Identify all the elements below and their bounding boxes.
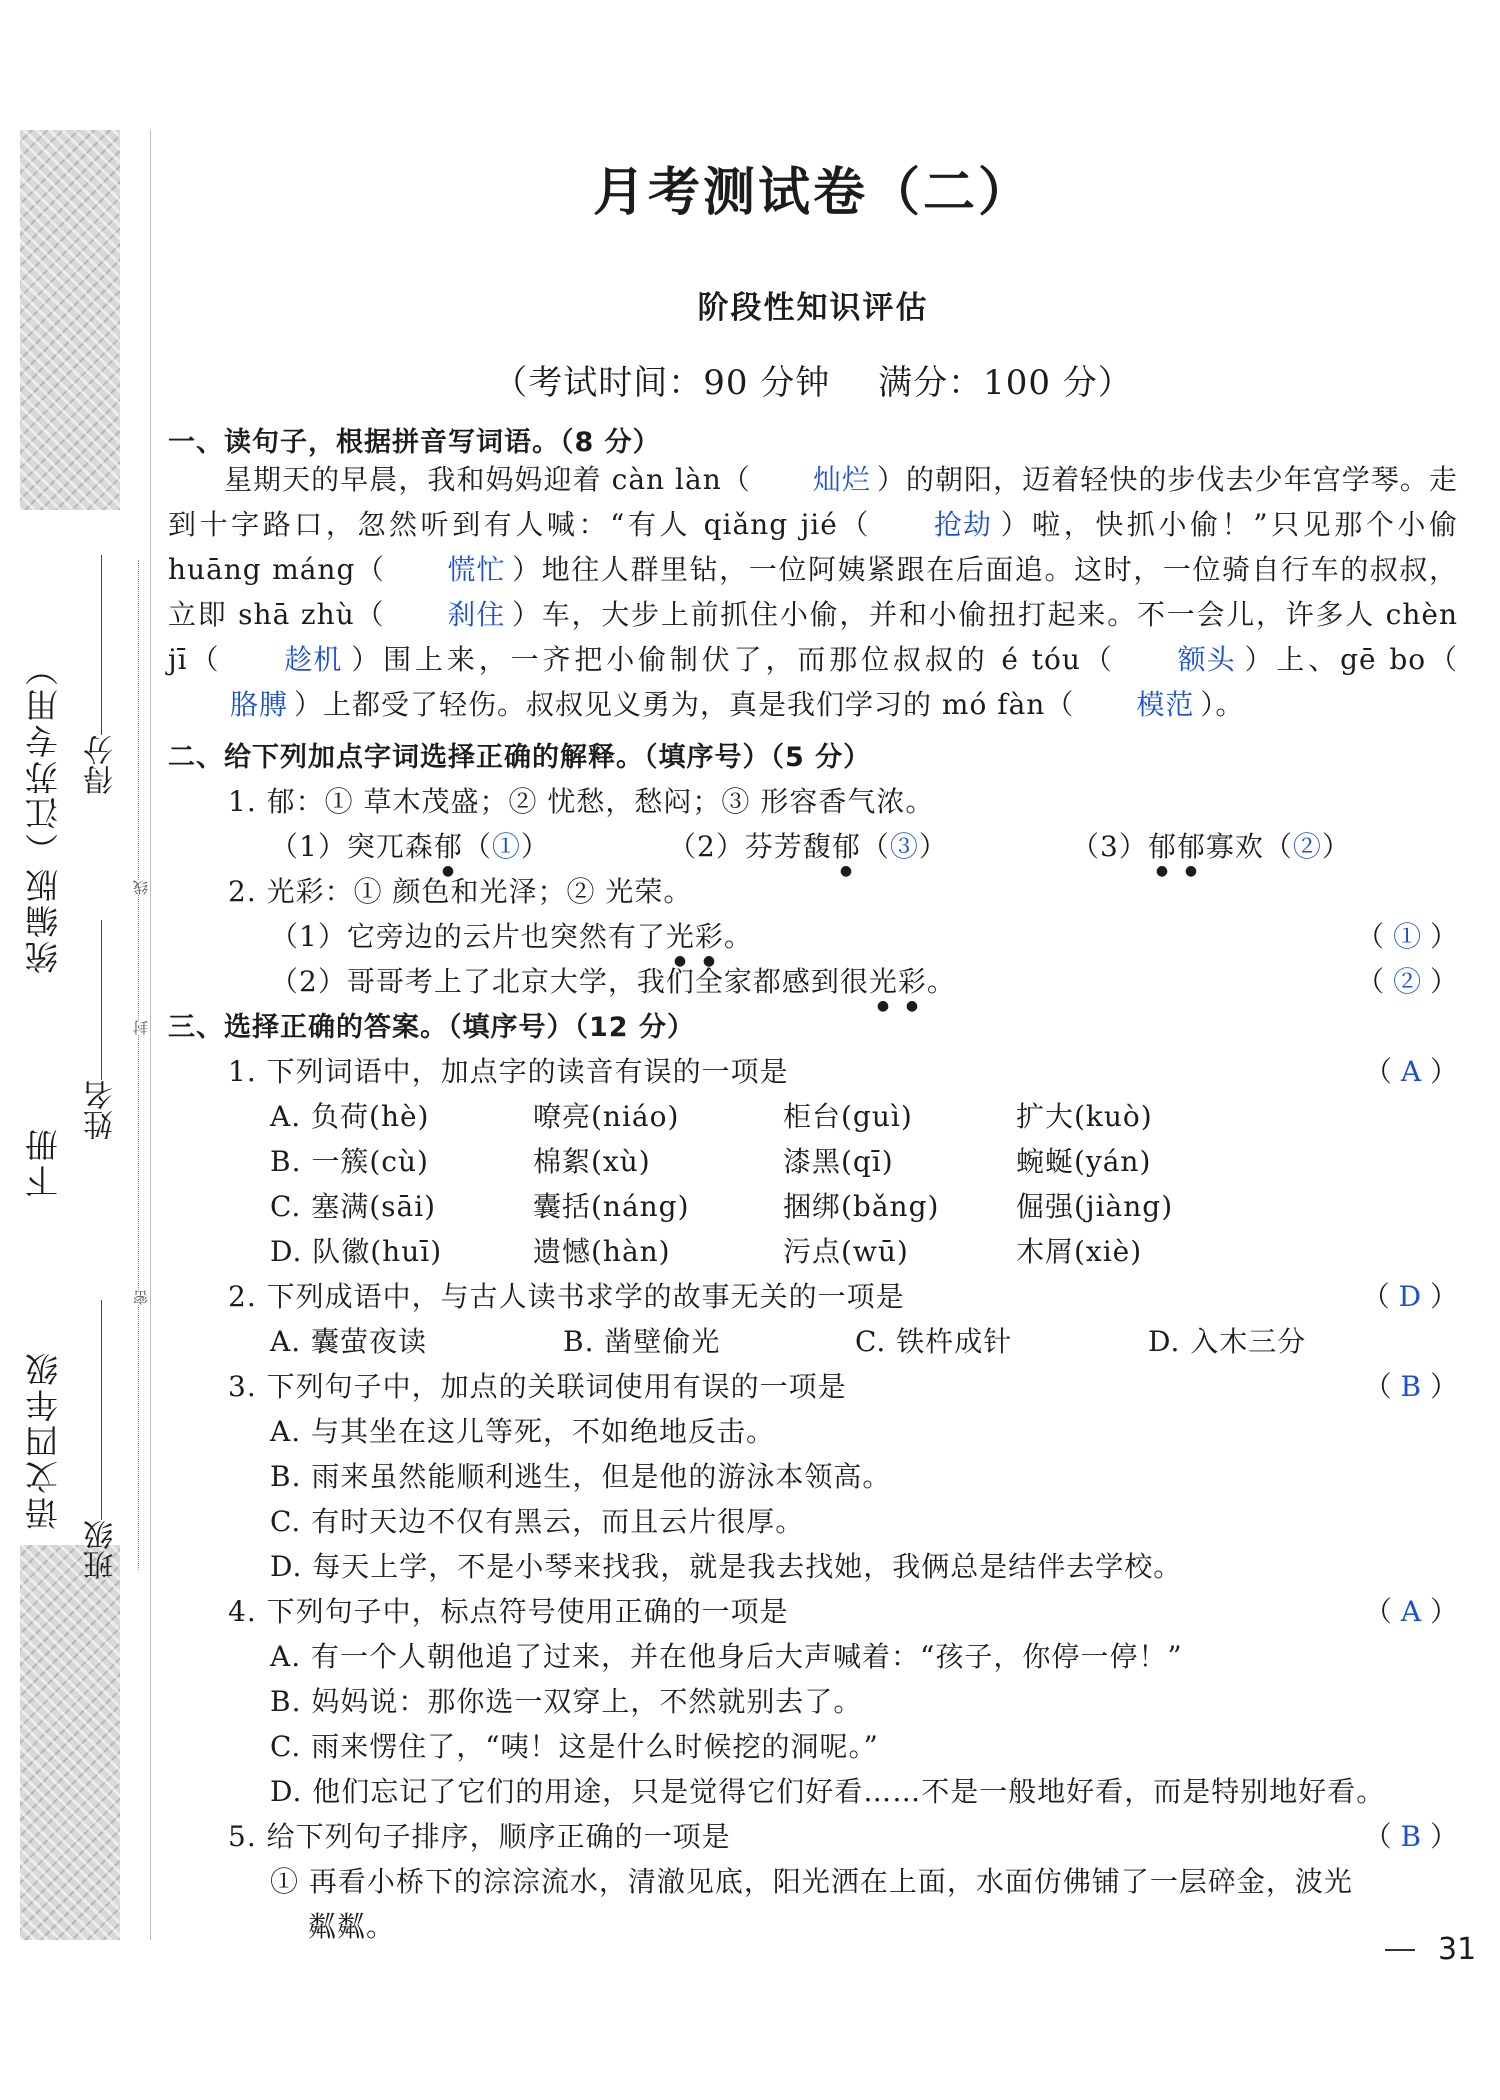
s2-q2-stem: 2. 光彩：① 颜色和光泽；② 光荣。	[228, 875, 693, 908]
seal-mark-mi: 密	[132, 1290, 150, 1305]
option-word: C. 塞满(sāi)	[270, 1190, 437, 1223]
option: D. 入木三分	[1148, 1325, 1307, 1358]
s2-q1-item-1: （1）突兀森郁（①）	[270, 830, 550, 863]
option: C. 有时天边不仅有黑云，而且云片很厚。	[270, 1505, 805, 1538]
answer-blank[interactable]: 刹住	[447, 598, 506, 631]
section2-heading: 二、给下列加点字词选择正确的解释。（填序号）（5 分）	[168, 742, 872, 773]
seal-dotted-line	[138, 560, 139, 1570]
seal-mark-feng: 封	[132, 1020, 150, 1035]
option-word: 木屑(xiè)	[1016, 1235, 1143, 1268]
s2-q2-item-1-answer[interactable]: （ ① ）	[1356, 920, 1458, 953]
s2-q1-item-2: （2）芬芳馥郁（③）	[668, 830, 948, 863]
s3-q4-stem: 4. 下列句子中，标点符号使用正确的一项是	[228, 1595, 789, 1628]
seal-mark-xian: 线	[132, 880, 150, 895]
page-number: 31	[1438, 1932, 1477, 1967]
option-word: 棉絮(xù)	[533, 1145, 651, 1178]
class-blank[interactable]	[102, 1300, 103, 1520]
s3-q1-stem: 1. 下列词语中，加点字的读音有误的一项是	[228, 1055, 789, 1088]
passage-text: ）的朝阳，迈着轻快的步伐去少年宫学琴。走到十字路口，忽然听到有人喊：“有人 qiǎng jié（	[168, 463, 1458, 541]
page-subtitle: 阶段性知识评估	[697, 290, 929, 326]
book-title-subject: 语文四年级	[24, 1350, 63, 1530]
answer-blank[interactable]: 抢劫	[934, 508, 993, 541]
s2-q2-item-2: （2）哥哥考上了北京大学，我们全家都感到很光彩。	[270, 965, 956, 998]
option-word: 柜台(guì)	[783, 1100, 913, 1133]
answer-blank[interactable]: 灿烂	[812, 463, 871, 496]
sentence-item-continued: 粼粼。	[308, 1910, 396, 1943]
section3-heading: 三、选择正确的答案。（填序号）（12 分）	[168, 1012, 695, 1043]
s3-q5-answer[interactable]: （ B ）	[1363, 1820, 1458, 1853]
passage-text: ）啦，快抓小偷！”只见那个小偷 huāng máng（	[168, 508, 1458, 586]
option: C. 雨来愣住了，“咦！这是什么时候挖的洞呢。”	[270, 1730, 879, 1763]
option-word: 污点(wū)	[783, 1235, 909, 1268]
s3-q1-answer[interactable]: （ A ）	[1363, 1055, 1458, 1088]
footer-dash	[1385, 1949, 1415, 1951]
passage-text: ）上、gē bo（	[1241, 643, 1458, 676]
answer-blank[interactable]: 趁机	[284, 643, 343, 676]
answer-blank[interactable]: ③	[889, 830, 919, 863]
option-word: 扩大(kuò)	[1016, 1100, 1153, 1133]
option: A. 与其坐在这儿等死，不如绝地反击。	[270, 1415, 776, 1448]
section1-passage	[168, 457, 1458, 727]
exam-score: 满分：100 分）	[878, 363, 1133, 403]
option: D. 他们忘记了它们的用途，只是觉得它们好看……不是一般地好看，而是特别地好看。	[270, 1775, 1386, 1808]
book-title-edition: 统编版（江苏专用）	[24, 650, 63, 974]
passage-text: ）围上来，一齐把小偷制伏了，而那位叔叔的 é tóu（	[348, 643, 1116, 676]
passage-text: ）。	[1200, 688, 1245, 721]
s3-q2-stem: 2. 下列成语中，与古人读书求学的故事无关的一项是	[228, 1280, 905, 1313]
class-label: 班级	[84, 1520, 119, 1580]
answer-blank[interactable]: ②	[1292, 830, 1322, 863]
score-blank[interactable]	[102, 555, 103, 735]
option-word: 嘹亮(niáo)	[533, 1100, 680, 1133]
option-word: 捆绑(bǎng)	[783, 1190, 940, 1223]
option-word: D. 队徽(huī)	[270, 1235, 443, 1268]
s3-q3-answer[interactable]: （ B ）	[1363, 1370, 1458, 1403]
answer-blank[interactable]: 慌忙	[447, 553, 506, 586]
option: A. 有一个人朝他追了过来，并在他身后大声喊着：“孩子，你停一停！”	[270, 1640, 1183, 1673]
passage-text: ）车，大步上前抓住小偷，并和小偷扭打起来。不一会儿，许多人 chèn jī（	[168, 598, 1458, 676]
book-title	[20, 650, 67, 1530]
score-field	[80, 555, 124, 795]
option-word: A. 负荷(hè)	[270, 1100, 430, 1133]
book-title-volume: 下册	[24, 1126, 63, 1198]
binding-margin	[0, 0, 150, 2100]
passage-text: 星期天的早晨，我和妈妈迎着 càn làn（	[224, 463, 751, 496]
option: B. 雨来虽然能顺利逃生，但是他的游泳本领高。	[270, 1460, 892, 1493]
exam-info	[168, 355, 1458, 404]
s2-q2-item-1: （1）它旁边的云片也突然有了光彩。	[270, 920, 753, 953]
option: D. 每天上学，不是小琴来找我，就是我去找她，我俩总是结伴去学校。	[270, 1550, 1183, 1583]
decorative-pattern-bottom	[20, 1545, 120, 1940]
s3-q3-stem: 3. 下列句子中，加点的关联词使用有误的一项是	[228, 1370, 847, 1403]
page-title: 月考测试卷（二）	[592, 162, 1033, 223]
option-word: B. 一簇(cù)	[270, 1145, 429, 1178]
margin-divider	[150, 130, 151, 1940]
option-word: 蜿蜒(yán)	[1016, 1145, 1152, 1178]
s3-q4-answer[interactable]: （ A ）	[1363, 1595, 1458, 1628]
exam-time: （考试时间：90 分钟	[493, 363, 831, 403]
passage-text: ）地往人群里钻，一位阿姨紧跟在后面追。这时，一位骑自行车的叔叔，立即 shā zhù（	[168, 553, 1458, 631]
s3-q2-answer[interactable]: （ D ）	[1361, 1280, 1458, 1313]
score-label: 得分	[84, 735, 119, 795]
class-field	[80, 1300, 124, 1580]
option: B. 凿壁偷光	[563, 1325, 721, 1358]
section1-heading: 一、读句子，根据拼音写词语。（8 分）	[168, 427, 661, 458]
sentence-item: ① 再看小桥下的淙淙流水，清澈见底，阳光洒在上面，水面仿佛铺了一层碎金，波光	[270, 1865, 1353, 1898]
s2-q2-item-2-answer[interactable]: （ ② ）	[1356, 965, 1458, 998]
name-label: 姓名	[84, 1080, 119, 1140]
option: C. 铁杵成针	[855, 1325, 1013, 1358]
decorative-pattern-top	[20, 130, 120, 510]
option-word: 囊括(náng)	[533, 1190, 690, 1223]
s3-q5-stem: 5. 给下列句子排序，顺序正确的一项是	[228, 1820, 731, 1853]
option-word: 遗憾(hàn)	[533, 1235, 671, 1268]
option-word: 倔强(jiàng)	[1016, 1190, 1174, 1223]
answer-blank[interactable]: 模范	[1136, 688, 1195, 721]
s2-q1-item-3: （3）郁郁寡欢（②）	[1071, 830, 1351, 863]
answer-blank[interactable]: 胳膊	[230, 688, 289, 721]
option: B. 妈妈说：那你选一双穿上，不然就别去了。	[270, 1685, 863, 1718]
option-word: 漆黑(qī)	[783, 1145, 894, 1178]
passage-text: ）上都受了轻伤。叔叔见义勇为，真是我们学习的 mó fàn（	[294, 688, 1075, 721]
option: A. 囊萤夜读	[270, 1325, 428, 1358]
name-blank[interactable]	[102, 920, 103, 1080]
s2-q1-stem: 1. 郁：① 草木茂盛；② 忧愁，愁闷；③ 形容香气浓。	[228, 785, 935, 818]
name-field	[80, 920, 124, 1140]
answer-blank[interactable]: ①	[491, 830, 521, 863]
answer-blank[interactable]: 额头	[1177, 643, 1236, 676]
